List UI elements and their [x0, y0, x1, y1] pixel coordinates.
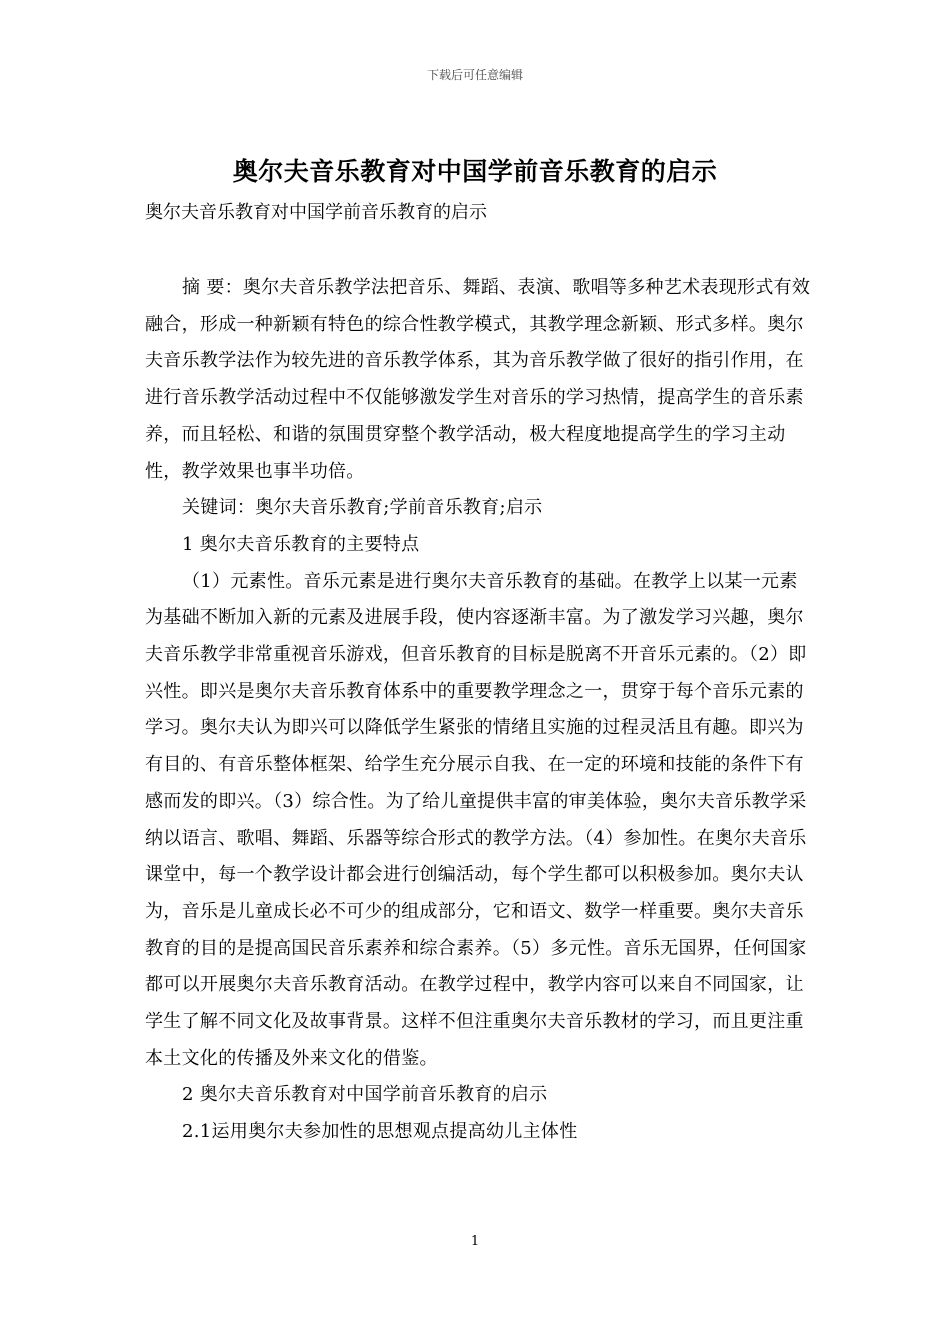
page-number: 1: [470, 1234, 480, 1249]
document-body: [145, 270, 813, 1151]
keywords-line: 关键词：奥尔夫音乐教育;学前音乐教育;启示: [182, 497, 543, 519]
abstract-paragraph: 摘 要：奥尔夫音乐教学法把音乐、舞蹈、表演、歌唱等多种艺术表现形式有效融合，形成一种新颖有特色的综合性教学模式，其教学理念新颖、形式多样。奥尔夫音乐教学法作为较先进的音乐教学体系，其为音乐教学做了很好的指引作用，在进行音乐教学活动过程中不仅能够激发学生对音乐的学习热情，提高学生的音乐素养，而且轻松、和谐的氛围贯穿整个教学活动，极大程度地提高学生的学习主动性，教学效果也事半功倍。: [145, 277, 811, 482]
section-2-1-heading: 2.1运用奥尔夫参加性的思想观点提高幼儿主体性: [182, 1121, 578, 1143]
document-title: 奥尔夫音乐教育对中国学前音乐教育的启示: [232, 157, 718, 186]
section-1-body: （1）元素性。音乐元素是进行奥尔夫音乐教育的基础。在教学上以某一元素为基础不断加入新的元素及进展手段，使内容逐渐丰富。为了激发学习兴趣，奥尔夫音乐教学非常重视音乐游戏，但音乐教育的目标是脱离不开音乐元素的。（2）即兴性。即兴是奥尔夫音乐教育体系中的重要教学理念之一，贯穿于每个音乐元素的学习。奥尔夫认为即兴可以降低学生紧张的情绪且实施的过程灵活且有趣。即兴为有目的、有音乐整体框架、给学生充分展示自我、在一定的环境和技能的条件下有感而发的即兴。（3）综合性。为了给儿童提供丰富的审美体验，奥尔夫音乐教学采纳以语言、歌唱、舞蹈、乐器等综合形式的教学方法。（4）参加性。在奥尔夫音乐课堂中，每一个教学设计都会进行创编活动，每个学生都可以积极参加。奥尔夫认为，音乐是儿童成长必不可少的组成部分，它和语文、数学一样重要。奥尔夫音乐教育的目的是提高国民音乐素养和综合素养。（5）多元性。音乐无国界，任何国家都可以开展奥尔夫音乐教育活动。在教学过程中，教学内容可以来自不同国家，让学生了解不同文化及故事背景。这样不但注重奥尔夫音乐教材的学习，而且更注重本土文化的传播及外来文化的借鉴。: [145, 570, 807, 1069]
section-2-heading: 2 奥尔夫音乐教育对中国学前音乐教育的启示: [182, 1084, 548, 1106]
page-header-note: 下载后可任意编辑: [426, 68, 523, 82]
document-subtitle: 奥尔夫音乐教育对中国学前音乐教育的启示: [145, 202, 487, 223]
section-1-heading: 1 奥尔夫音乐教育的主要特点: [182, 533, 420, 555]
